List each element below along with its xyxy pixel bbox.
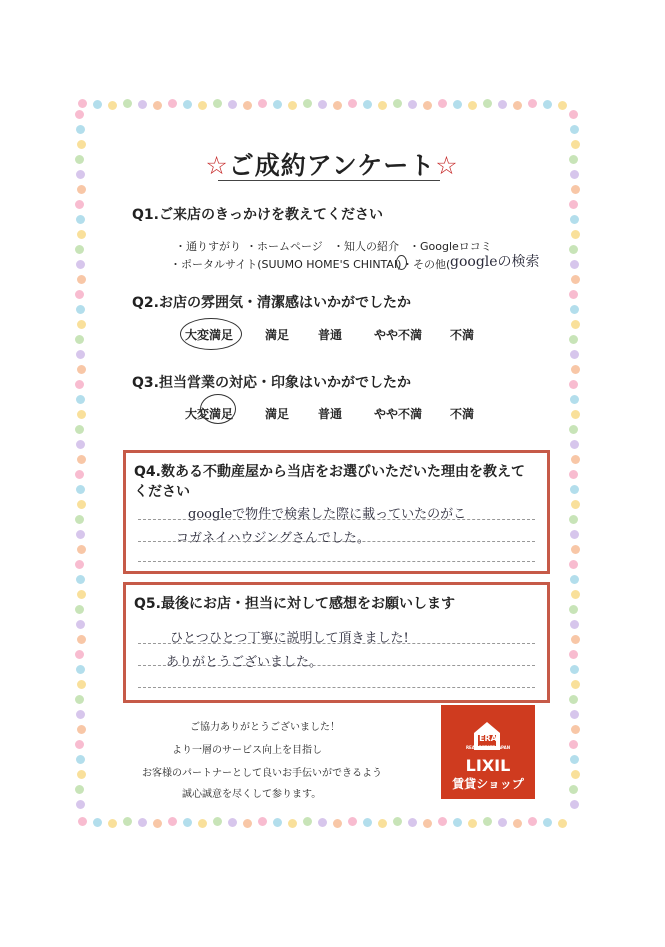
decor-dot — [571, 545, 580, 554]
decor-dot — [569, 425, 578, 434]
decor-dot — [570, 215, 579, 224]
decor-dot — [77, 590, 86, 599]
decor-dot — [243, 101, 252, 110]
decor-dot — [569, 380, 578, 389]
decor-dot — [183, 818, 192, 827]
decor-dot — [571, 230, 580, 239]
decor-dot — [76, 485, 85, 494]
decor-dot — [76, 440, 85, 449]
decor-dot — [498, 818, 507, 827]
q2-option-dissatisfied: 不満 — [450, 328, 475, 342]
decor-dot — [77, 365, 86, 374]
decor-dot — [153, 101, 162, 110]
footer-line-2: より一層のサービス向上を目指し — [172, 745, 322, 756]
decor-dot — [569, 515, 578, 524]
decor-dot — [570, 260, 579, 269]
decor-dot — [558, 819, 567, 828]
decor-dot — [228, 100, 237, 109]
q2-option-very-satisfied: 大変満足 — [185, 328, 234, 342]
decor-dot — [76, 260, 85, 269]
decor-dot — [393, 817, 402, 826]
decor-dot — [571, 725, 580, 734]
decor-dot — [75, 515, 84, 524]
decor-dot — [288, 101, 297, 110]
decor-dot — [483, 99, 492, 108]
decor-dot — [93, 818, 102, 827]
decor-dot — [571, 635, 580, 644]
decor-dot — [543, 100, 552, 109]
q1-option-homepage: ・ホームページ — [246, 240, 323, 253]
decor-dot — [569, 605, 578, 614]
decor-dot — [288, 819, 297, 828]
decor-dot — [570, 575, 579, 584]
q2-selected-circle — [180, 318, 242, 350]
decor-dot — [528, 99, 537, 108]
q5-answer-line1: ひとつひとつ丁寧に説明して頂きました! — [170, 631, 409, 646]
q1-option-other: ・その他( — [402, 258, 451, 271]
decor-dot — [198, 819, 207, 828]
q1-option-portal: ・ポータルサイト(SUUMO HOME'S CHINTAI) — [170, 258, 402, 271]
decor-dot — [76, 395, 85, 404]
q4-answer-line1: googleで物件で検索した際に載っていたのがこ — [188, 507, 467, 522]
decor-dot — [569, 560, 578, 569]
q3-option-dissatisfied: 不満 — [450, 407, 475, 421]
dotted-border-top — [78, 98, 586, 112]
decor-dot — [498, 100, 507, 109]
decor-dot — [228, 818, 237, 827]
decor-dot — [393, 99, 402, 108]
decor-dot — [75, 290, 84, 299]
decor-dot — [77, 725, 86, 734]
decor-dot — [93, 100, 102, 109]
decor-dot — [468, 101, 477, 110]
decor-dot — [571, 590, 580, 599]
dotted-border-bottom — [78, 816, 586, 830]
decor-dot — [569, 200, 578, 209]
q3-selected-circle — [200, 394, 236, 424]
decor-dot — [75, 560, 84, 569]
q1-option-google-review: ・Googleロコミ — [409, 240, 492, 253]
decor-dot — [571, 410, 580, 419]
decor-dot — [569, 740, 578, 749]
q5-answer-line2: ありがとうございました。 — [166, 655, 323, 670]
decor-dot — [483, 817, 492, 826]
q2-option-satisfied: 満足 — [265, 328, 290, 342]
decor-dot — [318, 100, 327, 109]
q4-answer-line2: コガネイハウジングさんでした。 — [176, 531, 370, 546]
footer-line-4: 誠心誠意を尽くして参ります。 — [182, 789, 322, 800]
logo-era-text: ERA — [479, 734, 497, 743]
title-underline — [218, 180, 440, 181]
lixil-era-logo — [441, 705, 535, 799]
q5-answer-box — [123, 582, 550, 703]
decor-dot — [408, 818, 417, 827]
decor-dot — [543, 818, 552, 827]
decor-dot — [76, 215, 85, 224]
q3-option-neutral: 普通 — [318, 407, 343, 421]
decor-dot — [77, 275, 86, 284]
decor-dot — [273, 100, 282, 109]
decor-dot — [75, 470, 84, 479]
q4-answer-box — [123, 450, 550, 574]
decor-dot — [76, 170, 85, 179]
decor-dot — [77, 635, 86, 644]
survey-title-text: ご成約アンケート — [228, 151, 436, 180]
decor-dot — [569, 290, 578, 299]
decor-dot — [423, 101, 432, 110]
decor-dot — [569, 785, 578, 794]
decor-dot — [571, 185, 580, 194]
decor-dot — [123, 817, 132, 826]
decor-dot — [77, 320, 86, 329]
footer-line-1: ご協力ありがとうございました！ — [190, 722, 340, 733]
decor-dot — [570, 710, 579, 719]
decor-dot — [77, 500, 86, 509]
decor-dot — [153, 819, 162, 828]
q4-question-line1: Q4.数ある不動産屋から当店をお選びいただいた理由を教えて — [134, 464, 525, 480]
decor-dot — [570, 800, 579, 809]
decor-dot — [569, 110, 578, 119]
decor-dot — [77, 545, 86, 554]
decor-dot — [569, 155, 578, 164]
logo-lixil-text: LIXIL — [465, 756, 511, 775]
decor-dot — [76, 125, 85, 134]
decor-dot — [76, 350, 85, 359]
answer-line — [138, 687, 535, 688]
q4-question-line2: ください — [134, 484, 190, 500]
decor-dot — [75, 155, 84, 164]
star-icon: ☆ — [435, 151, 459, 180]
decor-dot — [570, 440, 579, 449]
decor-dot — [76, 305, 85, 314]
decor-dot — [468, 819, 477, 828]
decor-dot — [75, 740, 84, 749]
decor-dot — [569, 650, 578, 659]
decor-dot — [333, 101, 342, 110]
decor-dot — [378, 819, 387, 828]
decor-dot — [570, 395, 579, 404]
survey-title — [197, 146, 467, 182]
decor-dot — [571, 275, 580, 284]
decor-dot — [569, 335, 578, 344]
decor-dot — [75, 335, 84, 344]
decor-dot — [76, 665, 85, 674]
decor-dot — [77, 770, 86, 779]
decor-dot — [108, 101, 117, 110]
q1-question: Q1.ご来店のきっかけを教えてください — [132, 207, 383, 223]
decor-dot — [571, 320, 580, 329]
decor-dot — [570, 125, 579, 134]
decor-dot — [75, 425, 84, 434]
q1-check-circle — [396, 255, 407, 270]
decor-dot — [75, 785, 84, 794]
decor-dot — [570, 485, 579, 494]
decor-dot — [243, 819, 252, 828]
decor-dot — [77, 230, 86, 239]
decor-dot — [348, 817, 357, 826]
decor-dot — [569, 245, 578, 254]
q1-option-referral: ・知人の紹介 — [333, 240, 399, 253]
decor-dot — [571, 680, 580, 689]
decor-dot — [76, 575, 85, 584]
logo-shop-text: 賃貸ショップ — [452, 777, 524, 791]
decor-dot — [77, 680, 86, 689]
decor-dot — [168, 99, 177, 108]
decor-dot — [571, 455, 580, 464]
decor-dot — [75, 650, 84, 659]
decor-dot — [453, 100, 462, 109]
dotted-border-left — [74, 110, 88, 825]
decor-dot — [571, 140, 580, 149]
decor-dot — [423, 819, 432, 828]
decor-dot — [77, 410, 86, 419]
decor-dot — [183, 100, 192, 109]
decor-dot — [570, 350, 579, 359]
decor-dot — [570, 305, 579, 314]
decor-dot — [303, 817, 312, 826]
decor-dot — [318, 818, 327, 827]
decor-dot — [571, 770, 580, 779]
decor-dot — [76, 755, 85, 764]
q1-handwritten-other: googleの検索 — [450, 254, 540, 270]
q3-question: Q3.担当営業の対応・印象はいかがでしたか — [132, 375, 411, 391]
q3-option-satisfied: 満足 — [265, 407, 290, 421]
decor-dot — [75, 695, 84, 704]
decor-dot — [77, 455, 86, 464]
decor-dot — [378, 101, 387, 110]
decor-dot — [75, 605, 84, 614]
q2-option-neutral: 普通 — [318, 328, 343, 342]
decor-dot — [168, 817, 177, 826]
q3-option-somewhat-dissatisfied: やや不満 — [374, 407, 423, 421]
decor-dot — [570, 620, 579, 629]
decor-dot — [138, 100, 147, 109]
decor-dot — [569, 470, 578, 479]
decor-dot — [108, 819, 117, 828]
q3-option-very-satisfied: 大変満足 — [185, 407, 234, 421]
decor-dot — [75, 245, 84, 254]
decor-dot — [363, 818, 372, 827]
decor-dot — [570, 530, 579, 539]
decor-dot — [123, 99, 132, 108]
decor-dot — [258, 99, 267, 108]
q1-option-walkby: ・通りすがり — [175, 240, 241, 253]
q2-option-somewhat-dissatisfied: やや不満 — [374, 328, 423, 342]
q2-question: Q2.お店の雰囲気・清潔感はいかがでしたか — [132, 295, 411, 311]
footer-line-3: お客様のパートナーとして良いお手伝いができるよう — [142, 768, 382, 779]
decor-dot — [570, 170, 579, 179]
dotted-border-right — [568, 110, 582, 825]
decor-dot — [258, 817, 267, 826]
decor-dot — [408, 100, 417, 109]
decor-dot — [75, 200, 84, 209]
q5-question: Q5.最後にお店・担当に対して感想をお願いします — [134, 596, 455, 612]
answer-line — [138, 561, 535, 562]
decor-dot — [77, 140, 86, 149]
decor-dot — [438, 817, 447, 826]
logo-era-subtext: REAL ESTATE JAPAN — [465, 745, 511, 750]
decor-dot — [570, 755, 579, 764]
decor-dot — [213, 99, 222, 108]
decor-dot — [348, 99, 357, 108]
decor-dot — [76, 710, 85, 719]
decor-dot — [571, 365, 580, 374]
decor-dot — [76, 620, 85, 629]
decor-dot — [273, 818, 282, 827]
decor-dot — [438, 99, 447, 108]
decor-dot — [513, 101, 522, 110]
decor-dot — [453, 818, 462, 827]
decor-dot — [138, 818, 147, 827]
decor-dot — [213, 817, 222, 826]
decor-dot — [528, 817, 537, 826]
decor-dot — [570, 665, 579, 674]
decor-dot — [363, 100, 372, 109]
decor-dot — [571, 500, 580, 509]
decor-dot — [75, 110, 84, 119]
decor-dot — [77, 185, 86, 194]
decor-dot — [76, 800, 85, 809]
decor-dot — [558, 101, 567, 110]
star-icon: ☆ — [205, 151, 229, 180]
decor-dot — [513, 819, 522, 828]
decor-dot — [569, 695, 578, 704]
decor-dot — [303, 99, 312, 108]
decor-dot — [333, 819, 342, 828]
decor-dot — [75, 380, 84, 389]
decor-dot — [198, 101, 207, 110]
decor-dot — [78, 99, 87, 108]
decor-dot — [76, 530, 85, 539]
